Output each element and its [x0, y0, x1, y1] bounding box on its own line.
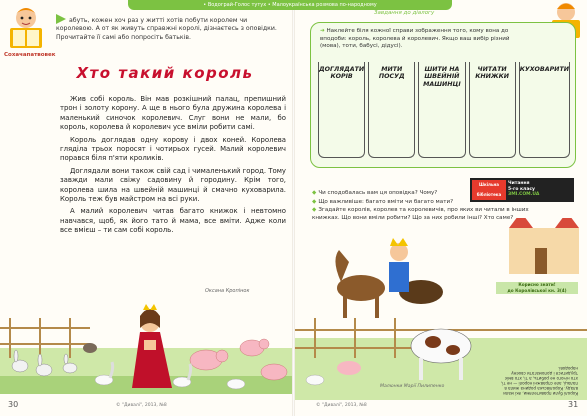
question-item: ◆ Згадайте королів, королев та королевичів, про яких ви читали в інших книжках. Що вони вміли робити? Що за них робили інші? Хто саме? — [312, 207, 529, 221]
activity-column[interactable] — [519, 62, 570, 158]
question-item: ◆ Що важливіше: багато вміти чи багато мати? — [312, 198, 454, 205]
task-instructions: ➜ Наклейте біля кожної справи зображення того, кому вона до вподоби: король, королева й королевич. Якщо ваш вибір різний (мова), тоти, бабусі, дідусі). — [320, 28, 510, 50]
tasks-label: Завдання до діалогу — [374, 10, 435, 16]
sidebar-text: Королі були правителями, які мали владу. Королівська родина жила в палаці, але справжні королі — не ті, хто нічого не робить, а ті, хто вміє трудитися і допомагати своєму народові. — [500, 366, 578, 396]
column-heading: МИТИ ПОСУД — [378, 66, 405, 81]
footer-copyright: © "Дивалі", 2013, №8 — [316, 403, 367, 408]
page-number: 31 — [568, 400, 579, 409]
activity-column[interactable] — [469, 62, 516, 158]
reading-boy-mascot-icon — [4, 4, 48, 52]
sidebar-heading: Корисно знати! до Королівської кн. 3(4) — [496, 282, 578, 294]
activity-column[interactable] — [318, 62, 365, 158]
story-title: Хто такий король — [76, 64, 254, 82]
page-number: 30 — [8, 400, 19, 409]
story-paragraph: Жив собі король. Він мав розкішний палац, препишний трон і золоту корону. А ще в нього була дружина королева і маленький синочок королевич. Слуг вони не мали, бо король, королева й королевич усе вміли робити самі. — [60, 95, 286, 132]
library-text: Читання 5-го класу ЗМІ.COM.UA — [508, 181, 540, 198]
column-heading: КУХОВАРИТИ — [519, 66, 570, 73]
header-strip: • Водограй-Голос тутух • Малоукраїнська розмова по-народному — [128, 0, 452, 10]
illustration-caption: Малюнки Марії Пилипенко — [380, 384, 445, 389]
story-body — [60, 95, 286, 239]
bullet-icon: ◆ — [312, 198, 317, 205]
column-heading: ШИТИ НА ШВЕЙНІЙ МАШИНЦІ — [423, 66, 461, 88]
activity-column[interactable] — [368, 62, 415, 158]
story-paragraph: Доглядали вони також свій сад і чималенький город. Тому завжди мали свіжу садовину й городину. Крім того, королева шила на швейній машинці й смачно куховарила. Король теж був майстром на всі руки. — [60, 166, 286, 204]
mascot-label: Сохачапатвовек — [4, 52, 56, 58]
column-heading: ДОГЛЯДАТИ КОРІВ — [319, 66, 365, 81]
story-paragraph: А малий королевич читав багато книжок і невтомно навчався, щоб, як його тато й мама, все вміти. Адже коли все вмієш – ти сам собі король. — [60, 207, 286, 235]
bullet-icon: ◆ — [312, 190, 317, 196]
triangle-marker-icon — [56, 14, 66, 24]
bullet-icon: ◆ — [312, 207, 317, 214]
queen-farm-illustration — [0, 288, 292, 394]
activity-table — [318, 62, 570, 158]
question-item: ◆ Чи сподобалась вам ця оповідка? Чому? — [312, 190, 438, 196]
activity-column[interactable] — [418, 62, 465, 158]
footer-copyright: © "Дивалі", 2013, №8 — [116, 403, 167, 408]
illustration-caption: Оксана Кропінок — [205, 288, 250, 294]
column-heading: ЧИТАТИ КНИЖКИ — [475, 66, 509, 81]
story-paragraph: Король доглядав одну корову і двох коней. Королева гляділа трьох поросят і чотирьох гусей. Малий королевич порався біля п'яти кроликів. — [60, 135, 286, 163]
arrow-icon: ➜ — [320, 28, 325, 34]
intro-text: абуть, кожен хоч раз у житті хотів побути королем чи королевою. А от як живуть справжні королі, дізнаєтесь з оповідки. Прочитайте її самі або попросіть батьків. — [56, 14, 282, 42]
library-logo: Шкільна бібліотека — [472, 180, 506, 200]
